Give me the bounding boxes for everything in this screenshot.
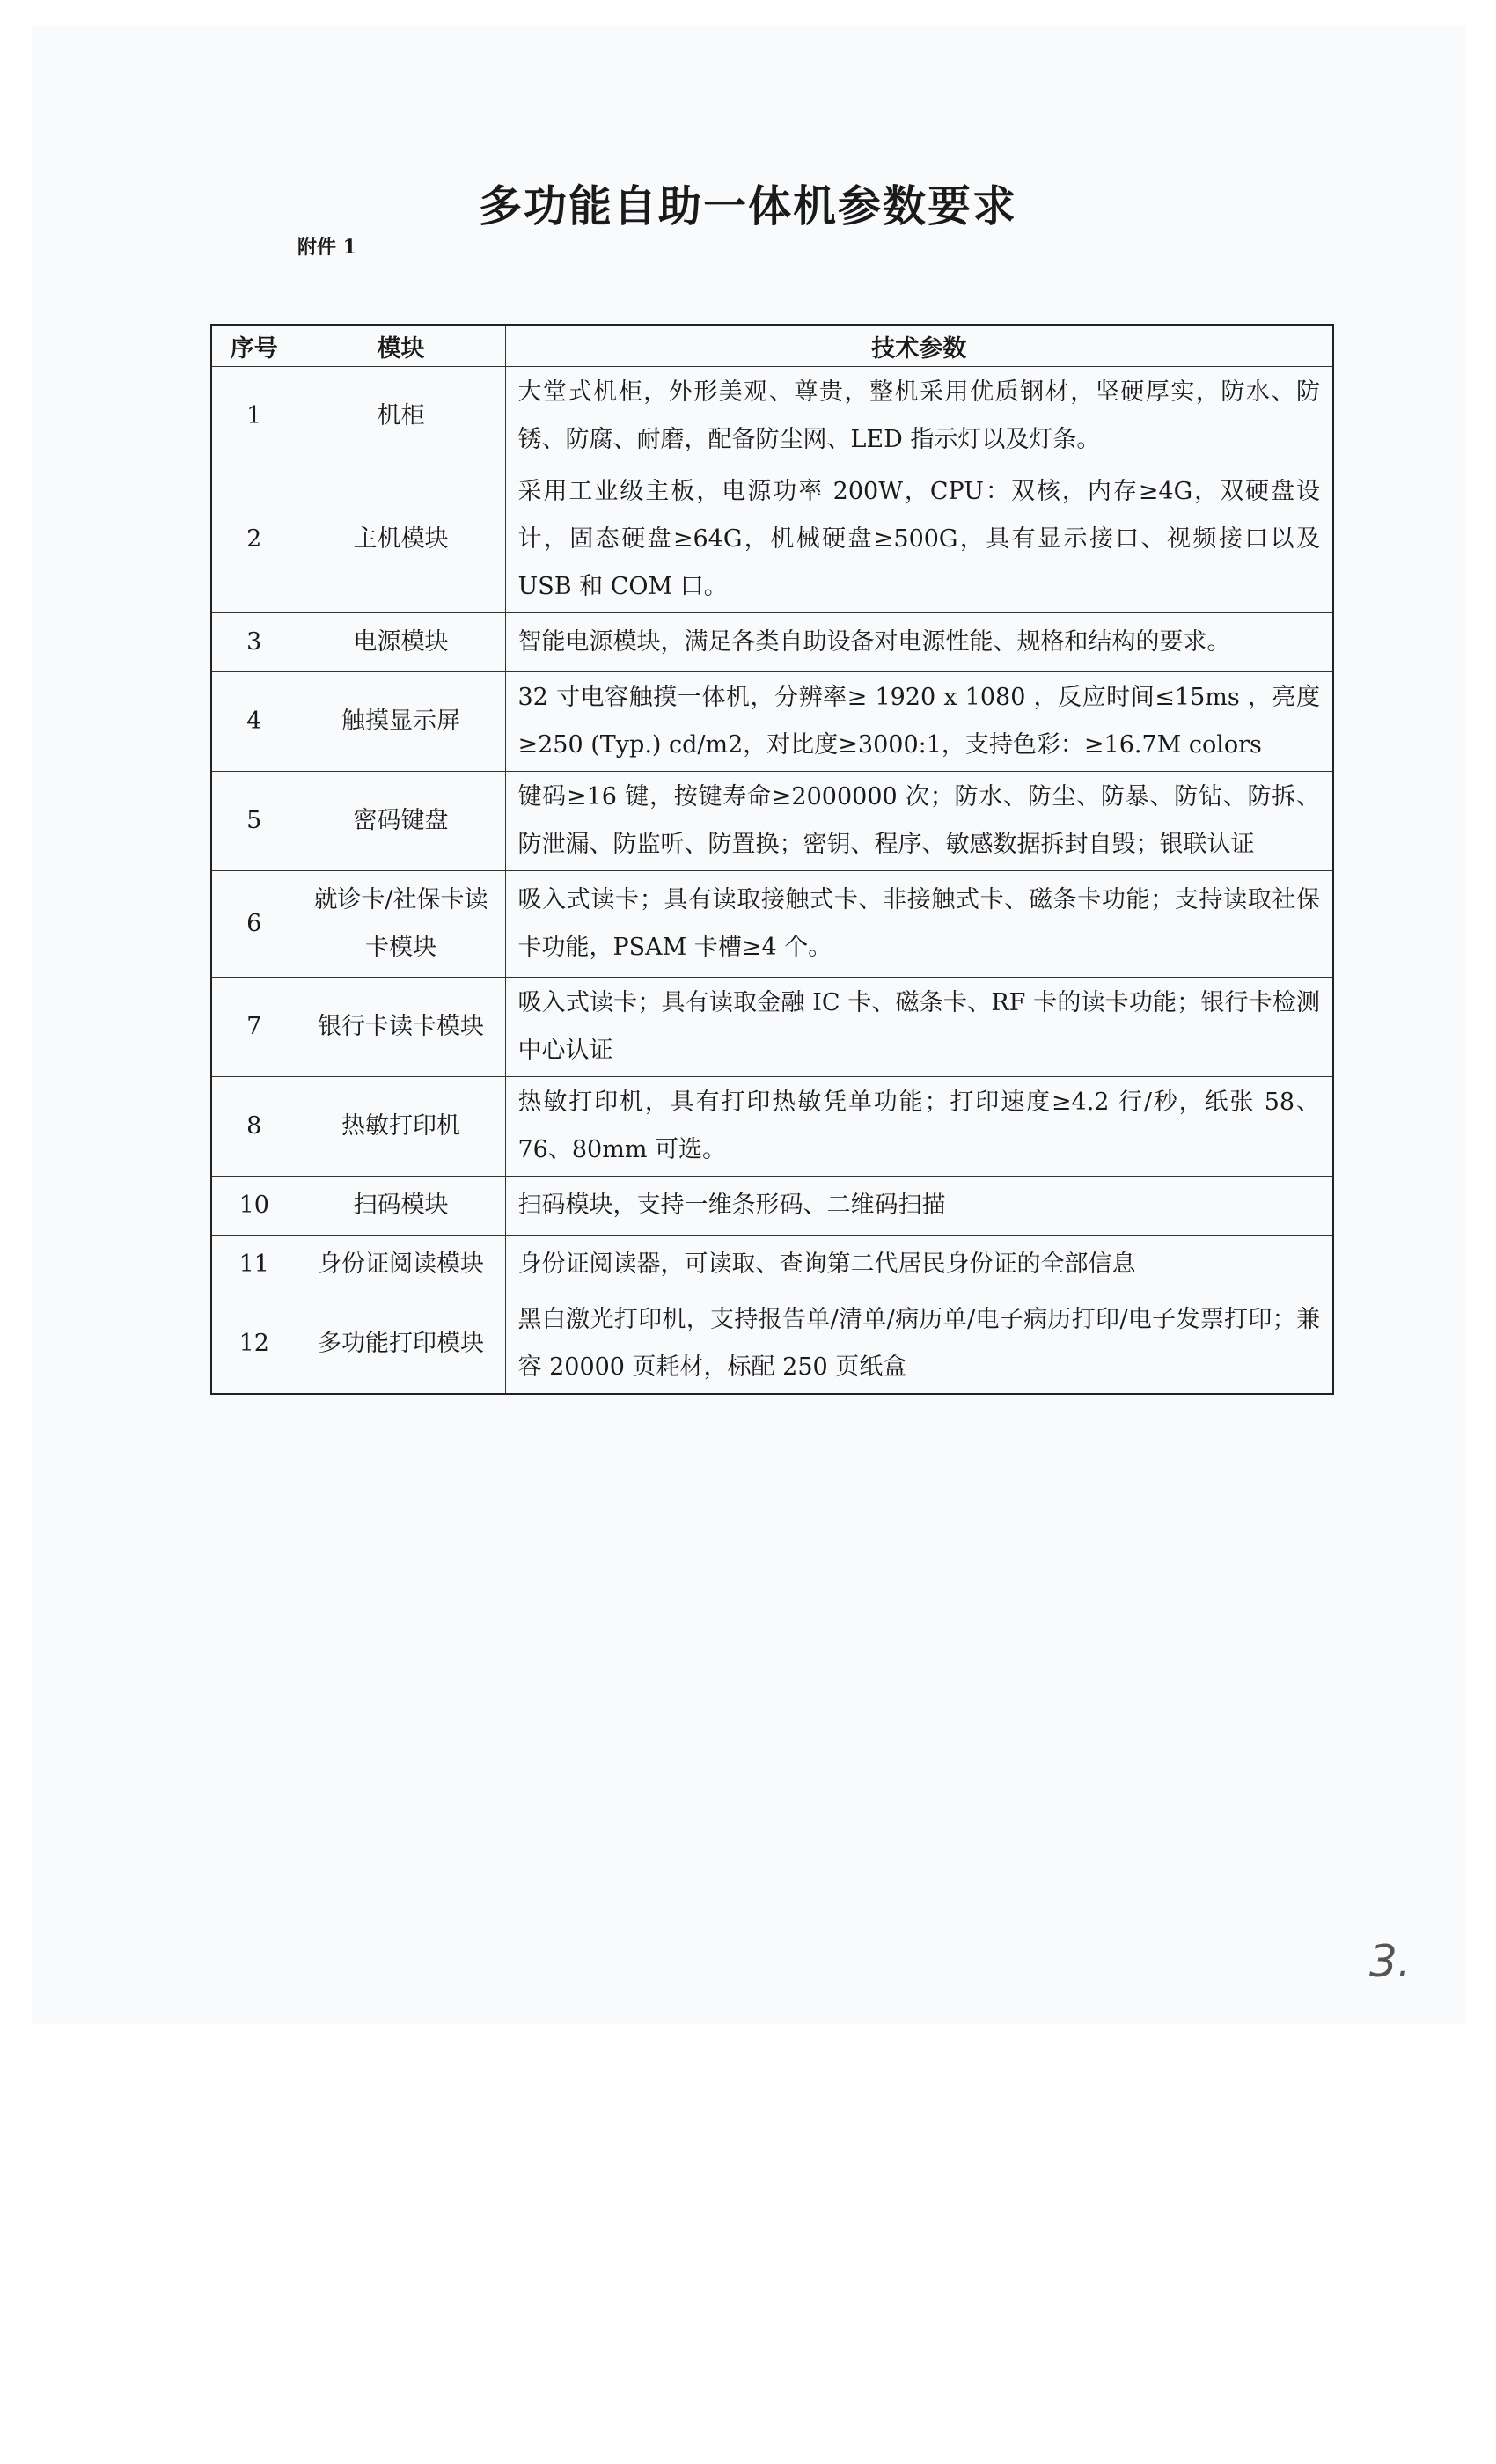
- table-row: [211, 1177, 1333, 1236]
- row-no: 6: [211, 871, 297, 978]
- table-row: [211, 772, 1333, 871]
- header-module: 模块: [297, 325, 505, 367]
- row-params: 采用工业级主板，电源功率 200W，CPU：双核，内存≥4G，双硬盘设计，固态硬盘≥64G，机械硬盘≥500G，具有显示接口、视频接口以及 USB 和 COM 口。: [505, 466, 1333, 613]
- row-no: 12: [211, 1294, 297, 1395]
- row-params: 吸入式读卡；具有读取金融 IC 卡、磁条卡、RF 卡的读卡功能；银行卡检测中心认证: [505, 978, 1333, 1077]
- row-params: 智能电源模块，满足各类自助设备对电源性能、规格和结构的要求。: [505, 613, 1333, 672]
- handwritten-page-number: 3.: [1369, 1936, 1412, 1987]
- header-no: 序号: [211, 325, 297, 367]
- row-module: 密码键盘: [297, 772, 505, 871]
- table-header-row: [211, 325, 1333, 367]
- row-module: 主机模块: [297, 466, 505, 613]
- row-module: 机柜: [297, 367, 505, 466]
- row-module: 电源模块: [297, 613, 505, 672]
- row-module: 扫码模块: [297, 1177, 505, 1236]
- table-row: [211, 978, 1333, 1077]
- row-module: 多功能打印模块: [297, 1294, 505, 1395]
- row-no: 5: [211, 772, 297, 871]
- table-row: [211, 1294, 1333, 1395]
- table-row: [211, 672, 1333, 772]
- row-module: 就诊卡/社保卡读卡模块: [297, 871, 505, 978]
- row-module: 银行卡读卡模块: [297, 978, 505, 1077]
- row-module: 热敏打印机: [297, 1077, 505, 1177]
- table-row: [211, 466, 1333, 613]
- row-no: 3: [211, 613, 297, 672]
- row-params: 热敏打印机，具有打印热敏凭单功能；打印速度≥4.2 行/秒，纸张 58、76、80mm 可选。: [505, 1077, 1333, 1177]
- row-no: 7: [211, 978, 297, 1077]
- row-no: 2: [211, 466, 297, 613]
- page-title: 多功能自助一体机参数要求: [478, 180, 1017, 231]
- table-row: [211, 1236, 1333, 1294]
- row-params: 吸入式读卡；具有读取接触式卡、非接触式卡、磁条卡功能；支持读取社保卡功能，PSAM 卡槽≥4 个。: [505, 871, 1333, 978]
- row-module: 触摸显示屏: [297, 672, 505, 772]
- row-no: 4: [211, 672, 297, 772]
- row-params: 大堂式机柜，外形美观、尊贵，整机采用优质钢材，坚硬厚实，防水、防锈、防腐、耐磨，配备防尘网、LED 指示灯以及灯条。: [505, 367, 1333, 466]
- header-params: 技术参数: [505, 325, 1333, 367]
- table-row: [211, 367, 1333, 466]
- row-params: 32 寸电容触摸一体机，分辨率≥ 1920 x 1080 ，反应时间≤15ms ，亮度≥250 (Typ.) cd/m2，对比度≥3000:1，支持色彩：≥16.7M colors: [505, 672, 1333, 772]
- row-params: 键码≥16 键，按键寿命≥2000000 次；防水、防尘、防暴、防钻、防拆、防泄漏、防监听、防置换；密钥、程序、敏感数据拆封自毁；银联认证: [505, 772, 1333, 871]
- table-row: [211, 871, 1333, 978]
- row-no: 10: [211, 1177, 297, 1236]
- attachment-label: 附件 1: [297, 236, 356, 259]
- table-row: [211, 613, 1333, 672]
- row-params: 身份证阅读器，可读取、查询第二代居民身份证的全部信息: [505, 1236, 1333, 1294]
- spec-table: [210, 324, 1334, 1395]
- row-no: 11: [211, 1236, 297, 1294]
- row-module: 身份证阅读模块: [297, 1236, 505, 1294]
- row-params: 扫码模块，支持一维条形码、二维码扫描: [505, 1177, 1333, 1236]
- row-params: 黑白激光打印机，支持报告单/清单/病历单/电子病历打印/电子发票打印；兼容 20000 页耗材，标配 250 页纸盒: [505, 1294, 1333, 1395]
- row-no: 8: [211, 1077, 297, 1177]
- row-no: 1: [211, 367, 297, 466]
- table-row: [211, 1077, 1333, 1177]
